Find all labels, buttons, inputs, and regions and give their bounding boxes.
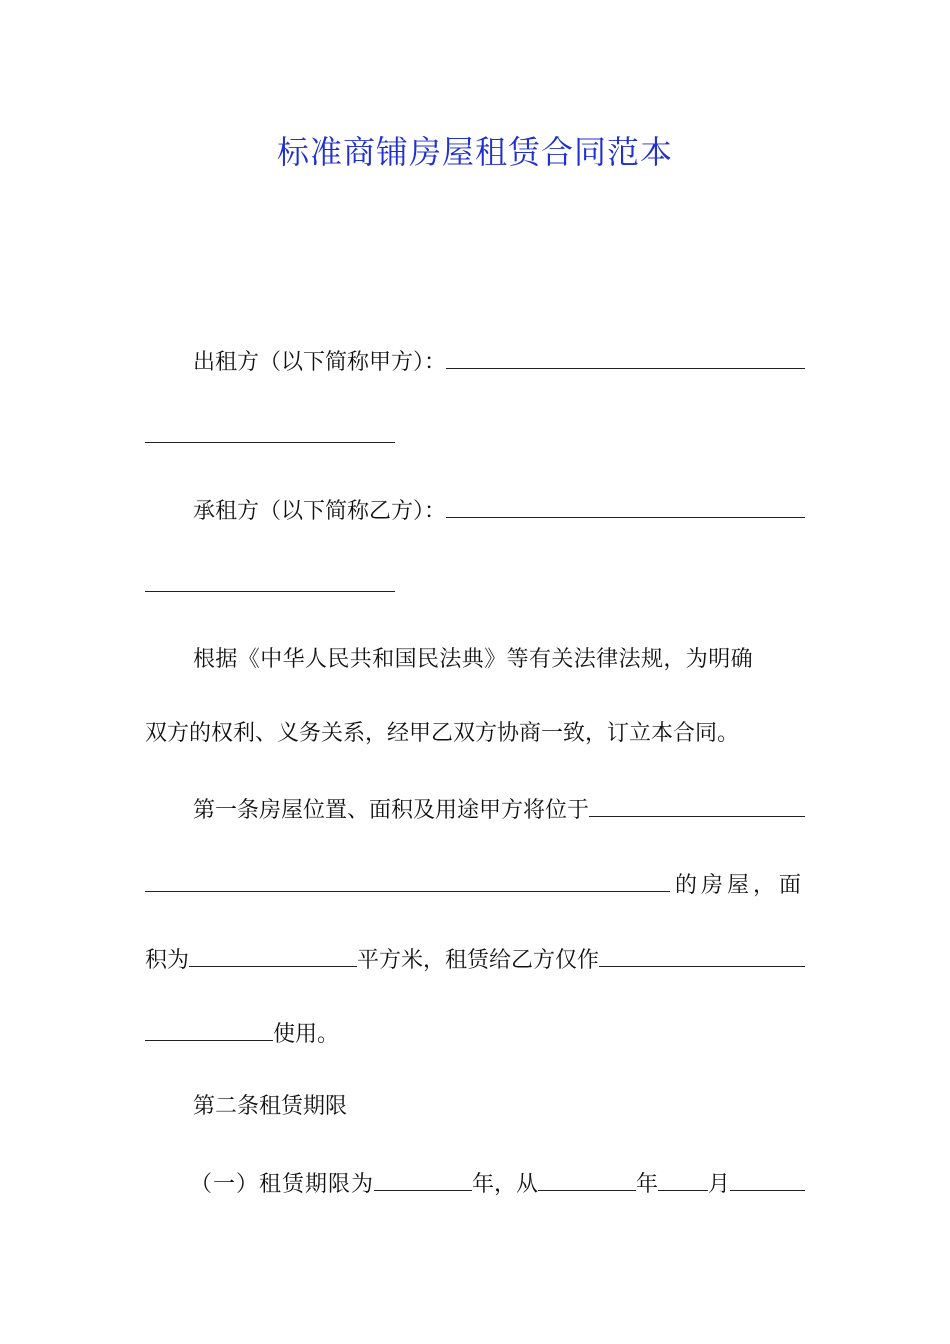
year-label: 年 bbox=[636, 1172, 659, 1197]
intro-paragraph-line-1: 根据《中华人民共和国民法典》等有关法律法规，为明确 bbox=[193, 647, 754, 672]
lessor-line-continued bbox=[145, 414, 805, 454]
start-year-blank[interactable] bbox=[538, 1162, 636, 1191]
article-2-title: 第二条租赁期限 bbox=[193, 1094, 348, 1119]
location-blank-continued[interactable] bbox=[145, 863, 670, 892]
document-title: 标准商铺房屋租赁合同范本 bbox=[276, 133, 673, 171]
lessee-line-continued bbox=[145, 563, 805, 603]
lessor-blank[interactable] bbox=[446, 340, 805, 369]
lease-term-label: （一）租赁期限为 bbox=[190, 1172, 375, 1197]
article-2-item-1 bbox=[190, 1162, 805, 1202]
lease-years-blank[interactable] bbox=[374, 1162, 472, 1191]
article-1-house-text: 的房屋，面 bbox=[674, 873, 805, 898]
lessee-blank[interactable] bbox=[446, 489, 805, 518]
usage-blank-continued[interactable] bbox=[145, 1012, 273, 1041]
intro-paragraph-line-2: 双方的权利、义务关系，经甲乙双方协商一致，订立本合同。 bbox=[145, 721, 740, 746]
lessee-line bbox=[193, 489, 805, 529]
article-1-text: 第一条房屋位置、面积及用途甲方将位于 bbox=[193, 798, 590, 823]
usage-label: 平方米，租赁给乙方仅作 bbox=[357, 948, 600, 973]
lessor-blank-continued[interactable] bbox=[145, 414, 395, 443]
lessee-label: 承租方（以下简称乙方）： bbox=[193, 499, 447, 524]
usage-suffix: 使用。 bbox=[273, 1022, 340, 1047]
article-1-line-2 bbox=[145, 863, 805, 903]
article-1-line-3 bbox=[145, 938, 805, 978]
article-1-line-1 bbox=[193, 788, 805, 828]
area-blank[interactable] bbox=[189, 938, 357, 967]
lessor-line bbox=[193, 340, 805, 380]
article-1-line-4 bbox=[145, 1012, 805, 1052]
area-label: 积为 bbox=[145, 948, 190, 973]
lease-from-label: 年，从 bbox=[472, 1172, 539, 1197]
month-label: 月 bbox=[708, 1172, 731, 1197]
lessor-label: 出租方（以下简称甲方）： bbox=[193, 350, 447, 375]
start-month-blank[interactable] bbox=[658, 1162, 708, 1191]
usage-blank[interactable] bbox=[599, 938, 805, 967]
location-blank[interactable] bbox=[589, 788, 805, 817]
lessee-blank-continued[interactable] bbox=[145, 563, 395, 592]
start-day-blank[interactable] bbox=[730, 1162, 805, 1191]
